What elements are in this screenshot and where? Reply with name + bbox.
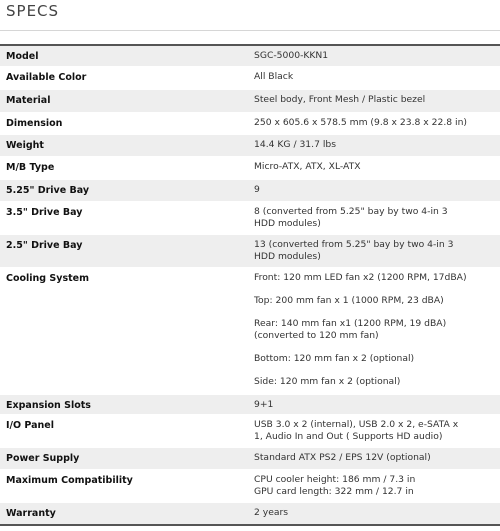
spec-value-line: 8 (converted from 5.25" bay by two 4-in 3 <box>254 206 448 217</box>
cooling-side <box>254 376 496 388</box>
spec-value <box>250 268 500 394</box>
spec-value-line: Micro-ATX, ATX, XL-ATX <box>254 161 361 172</box>
spec-row-warranty <box>0 502 500 526</box>
spec-row-expansion-slots <box>0 394 500 414</box>
spec-row-25-drive-bay <box>0 234 500 267</box>
spec-value-line: Steel body, Front Mesh / Plastic bezel <box>254 94 426 105</box>
spec-value-line: Standard ATX PS2 / EPS 12V (optional) <box>254 452 431 463</box>
spec-value-line: Bottom: 120 mm fan x 2 (optional) <box>254 353 415 364</box>
spec-value-line: 1, Audio In and Out ( Supports HD audio) <box>254 431 443 442</box>
spec-value <box>250 202 500 234</box>
cooling-bottom <box>254 353 496 365</box>
spec-row-35-drive-bay <box>0 201 500 234</box>
spec-value-line: CPU cooler height: 186 mm / 7.3 in <box>254 474 416 485</box>
spec-value-line: 13 (converted from 5.25" bay by two 4-in 3 <box>254 239 454 250</box>
spec-value-line: USB 3.0 x 2 (internal), USB 2.0 x 2, e-SATA x <box>254 419 459 430</box>
spec-value <box>250 503 500 524</box>
spec-value <box>250 235 500 267</box>
spec-value-line: 2 years <box>254 507 289 518</box>
cooling-rear <box>254 318 496 342</box>
spec-row-cooling-system <box>0 267 500 394</box>
spec-label: Warranty <box>6 508 56 519</box>
spec-label: 5.25" Drive Bay <box>6 185 90 196</box>
spec-value-line: 9+1 <box>254 399 274 410</box>
spec-value-line: GPU card length: 322 mm / 12.7 in <box>254 486 414 497</box>
spec-label: I/O Panel <box>6 420 54 431</box>
spec-row-power-supply <box>0 447 500 469</box>
spec-value-line: Top: 200 mm fan x 1 (1000 RPM, 23 dBA) <box>254 295 444 306</box>
spec-value-line: Rear: 140 mm fan x1 (1200 RPM, 19 dBA) <box>254 318 447 329</box>
spec-value <box>250 395 500 414</box>
spec-row-io-panel <box>0 414 500 447</box>
spec-value <box>250 470 500 502</box>
spec-value <box>250 448 500 469</box>
spec-label: 3.5" Drive Bay <box>6 207 83 218</box>
spec-row-available-color <box>0 66 500 89</box>
spec-row-525-drive-bay <box>0 179 500 201</box>
spec-label: M/B Type <box>6 162 55 173</box>
spec-value <box>250 46 500 66</box>
spec-row-model <box>0 44 500 66</box>
spec-value-line: HDD modules) <box>254 218 321 229</box>
page-title: SPECS <box>6 2 60 20</box>
spec-label: Power Supply <box>6 453 80 464</box>
spec-value-line: 14.4 KG / 31.7 lbs <box>254 139 337 150</box>
cooling-top <box>254 295 496 307</box>
spec-row-mb-type <box>0 156 500 179</box>
spec-value-line: SGC-5000-KKN1 <box>254 50 329 61</box>
spec-row-dimension <box>0 112 500 134</box>
spec-label: Maximum Compatibility <box>6 475 133 486</box>
title-divider <box>0 30 500 31</box>
spec-label: Model <box>6 51 39 62</box>
spec-row-material <box>0 89 500 112</box>
spec-value <box>250 415 500 447</box>
specs-table <box>0 44 500 526</box>
spec-value <box>250 90 500 112</box>
spec-value-line: HDD modules) <box>254 251 321 262</box>
spec-value-line: Front: 120 mm LED fan x2 (1200 RPM, 17dBA) <box>254 272 467 283</box>
spec-value-line: (converted to 120 mm fan) <box>254 330 379 341</box>
cooling-front <box>254 272 496 284</box>
spec-row-maximum-compatibility <box>0 469 500 502</box>
spec-value <box>250 180 500 201</box>
spec-label: Expansion Slots <box>6 400 91 411</box>
spec-value <box>250 157 500 179</box>
spec-label: 2.5" Drive Bay <box>6 240 83 251</box>
spec-label: Cooling System <box>6 273 89 284</box>
spec-value-line: Side: 120 mm fan x 2 (optional) <box>254 376 401 387</box>
spec-value <box>250 67 500 89</box>
spec-label: Available Color <box>6 72 87 83</box>
spec-value <box>250 113 500 134</box>
spec-row-weight <box>0 134 500 156</box>
spec-label: Dimension <box>6 118 63 129</box>
spec-value-line: 250 x 605.6 x 578.5 mm (9.8 x 23.8 x 22.8 in) <box>254 117 467 128</box>
spec-label: Weight <box>6 140 44 151</box>
spec-label: Material <box>6 95 51 106</box>
spec-value-line: 9 <box>254 184 260 195</box>
spec-value <box>250 135 500 156</box>
spec-value-line: All Black <box>254 71 294 82</box>
